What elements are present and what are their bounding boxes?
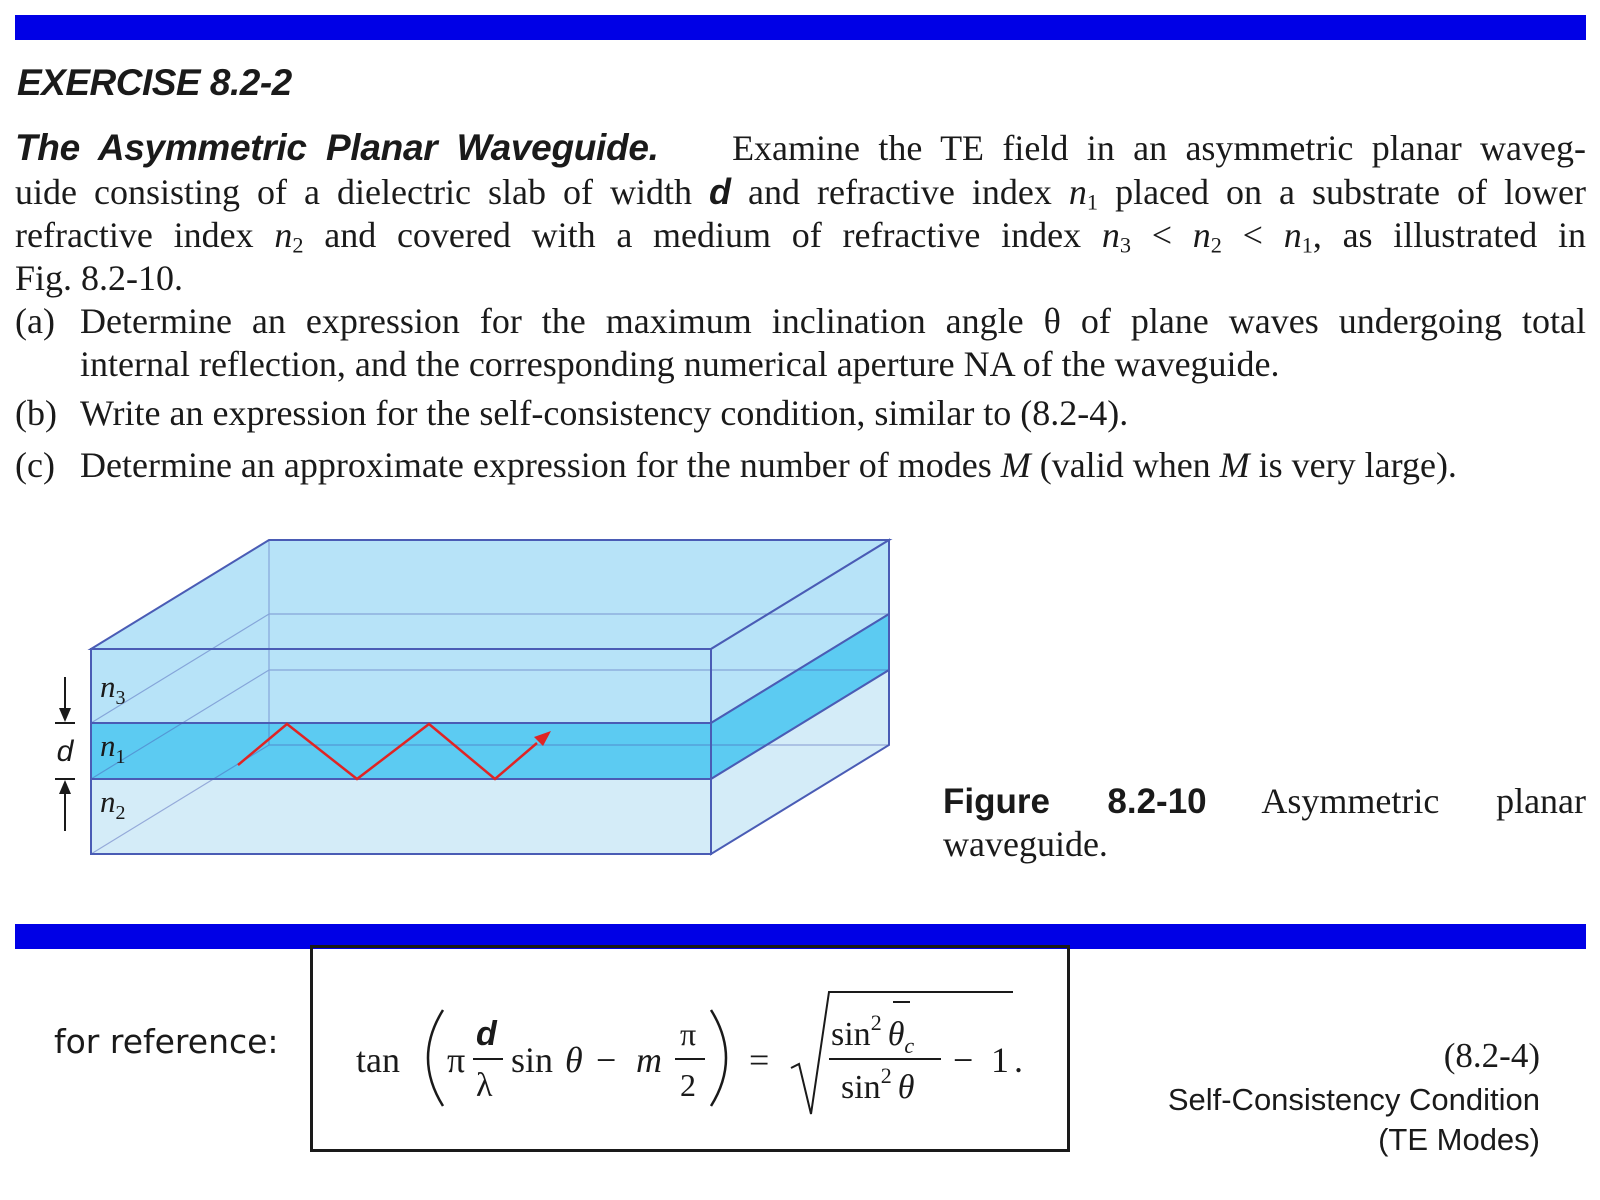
- problem-line-4: Fig. 8.2-10.: [15, 258, 184, 298]
- substrate-front-face: [91, 779, 711, 854]
- core-front-face: [91, 723, 711, 779]
- svg-text:=: =: [749, 1040, 770, 1080]
- question-label: (b): [15, 393, 57, 433]
- arrow-down-icon: [59, 708, 71, 722]
- question-label: (a): [15, 301, 55, 341]
- core-index-label: $n_1$: [100, 728, 126, 768]
- svg-text:−: −: [953, 1040, 974, 1080]
- substrate-index-label: $n_2$: [100, 784, 126, 824]
- svg-text:λ: λ: [476, 1067, 493, 1104]
- problem-line-1: The Asymmetric Planar Waveguide. Examine the TE field in an asymmetric planar waveg-: [15, 127, 1586, 168]
- left-paren: [428, 1010, 443, 1106]
- svg-text:2: 2: [680, 1067, 696, 1103]
- thickness-label: d: [56, 735, 74, 768]
- cover-index-label: $n_3$: [100, 669, 126, 709]
- svg-text:1: 1: [991, 1040, 1009, 1080]
- svg-text:π: π: [447, 1040, 466, 1080]
- svg-text:d: d: [476, 1015, 497, 1053]
- equation-box: [310, 945, 1070, 1152]
- cover-front-face: [91, 649, 711, 723]
- svg-text:.: .: [1014, 1040, 1023, 1080]
- svg-text:m: m: [636, 1040, 662, 1080]
- svg-text:tan: tan: [356, 1040, 400, 1080]
- svg-text:sin2θc: $\sin^2 \theta_c$: [831, 1010, 915, 1058]
- svg-text:sin: sin: [511, 1040, 554, 1080]
- figure-label: Figure 8.2-10: [943, 782, 1207, 821]
- svg-text:−: −: [596, 1040, 617, 1080]
- reference-label: for reference:: [54, 1022, 279, 1061]
- top-divider-bar: [15, 15, 1586, 40]
- svg-text:π: π: [680, 1016, 697, 1052]
- self-consistency-equation: [313, 948, 1067, 1149]
- problem-line-3: refractive index $n_2$ and covered with a medium of refractive index $n_3 < n_2 < n_1$, as illustrated in: [15, 215, 1586, 258]
- waveguide-figure: [40, 535, 910, 865]
- svg-text:sin2θ: $\sin^2 \theta$: [841, 1063, 915, 1106]
- width-symbol: d: [708, 171, 731, 212]
- right-paren: [711, 1010, 726, 1106]
- problem-statement: [15, 126, 1586, 300]
- equation-number: (8.2-4): [1443, 1036, 1540, 1075]
- problem-line-2: uide consisting of a dielectric slab of width d and refractive index $n_1$ placed on a substrate of lower: [15, 171, 1587, 215]
- exercise-title: EXERCISE 8.2-2: [17, 62, 292, 103]
- question-label: (c): [15, 445, 55, 485]
- arrow-up-icon: [59, 780, 71, 794]
- figure-caption: Figure 8.2-10 Asymmetric planar waveguide.: [943, 781, 1587, 864]
- problem-heading: The Asymmetric Planar Waveguide.: [15, 127, 659, 168]
- svg-text:θ: θ: [565, 1040, 583, 1080]
- equation-caption: Self-Consistency Condition (TE Modes): [1167, 1082, 1540, 1157]
